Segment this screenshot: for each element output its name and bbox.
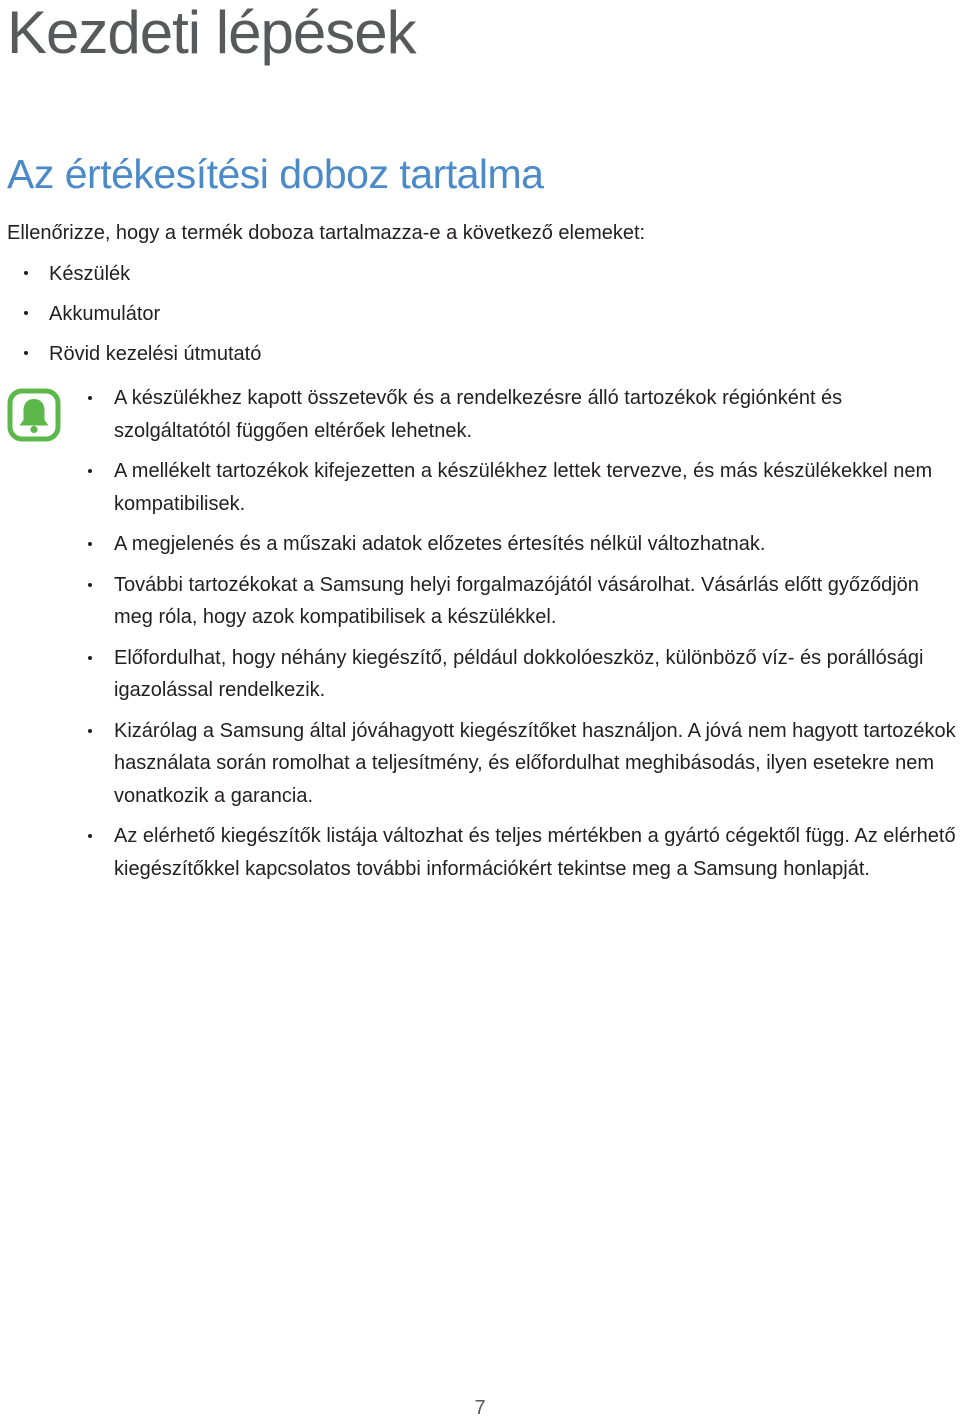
intro-text: Ellenőrizze, hogy a termék doboza tartalmazza-e a következő elemeket: xyxy=(7,222,646,244)
note-item-text: További tartozékokat a Samsung helyi forgalmazójától vásárolhat. Vásárlás előtt győződjön meg róla, hogy azok kompatibilisek a készülékkel. xyxy=(114,573,919,628)
bullet-dot xyxy=(88,542,92,546)
bullet-dot xyxy=(88,729,92,733)
note-item-text: A mellékelt tartozékok kifejezetten a készülékhez lettek tervezve, és más készülékekkel nem kompatibilisek. xyxy=(114,460,933,515)
note-item xyxy=(88,569,960,634)
list-item-text: Rövid kezelési útmutató xyxy=(49,343,262,365)
note-item xyxy=(88,382,960,447)
chapter-title: Kezdeti lépések xyxy=(7,0,416,66)
section-title: Az értékesítési doboz tartalma xyxy=(7,151,544,197)
bullet-dot xyxy=(24,271,28,275)
note-item-text: A készülékhez kapott összetevők és a rendelkezésre álló tartozékok régiónként és szolgáltatótól függően eltérőek lehetnek. xyxy=(114,387,843,442)
bullet-dot xyxy=(24,351,28,355)
note-item xyxy=(88,715,960,813)
note-item-text: A megjelenés és a műszaki adatok előzetes értesítés nélkül változhatnak. xyxy=(114,533,766,555)
note-item xyxy=(88,642,960,707)
list-item xyxy=(24,259,261,299)
bullet-dot xyxy=(88,656,92,660)
list-item-text: Akkumulátor xyxy=(49,303,161,325)
list-item-text: Készülék xyxy=(49,263,131,285)
note-item xyxy=(88,528,960,561)
note-item-text: Az elérhető kiegészítők listája változhat és teljes mértékben a gyártó cégektől függ. Az elérhető kiegészítőkkel kapcsolatos további információkért tekintse meg a Samsung honlapját. xyxy=(114,825,956,880)
box-contents-list xyxy=(24,259,261,379)
note-item xyxy=(88,455,960,520)
bullet-dot xyxy=(88,396,92,400)
note-list xyxy=(88,382,960,893)
note-item xyxy=(88,820,960,885)
page-number: 7 xyxy=(474,1397,486,1419)
bullet-dot xyxy=(88,834,92,838)
list-item xyxy=(24,339,261,379)
bullet-dot xyxy=(24,311,28,315)
bullet-dot xyxy=(88,583,92,587)
list-item xyxy=(24,299,261,339)
bullet-dot xyxy=(88,469,92,473)
note-item-text: Előfordulhat, hogy néhány kiegészítő, például dokkolóeszköz, különböző víz- és porállósági igazolással rendelkezik. xyxy=(114,646,924,701)
bell-icon xyxy=(7,388,61,442)
note-item-text: Kizárólag a Samsung által jóváhagyott kiegészítőket használjon. A jóvá nem hagyott tartozékok használata során romolhat a teljesítmény, és előfordulhat meghibásodás, ilyen esetekre nem vonatkozik a garancia. xyxy=(114,719,956,807)
